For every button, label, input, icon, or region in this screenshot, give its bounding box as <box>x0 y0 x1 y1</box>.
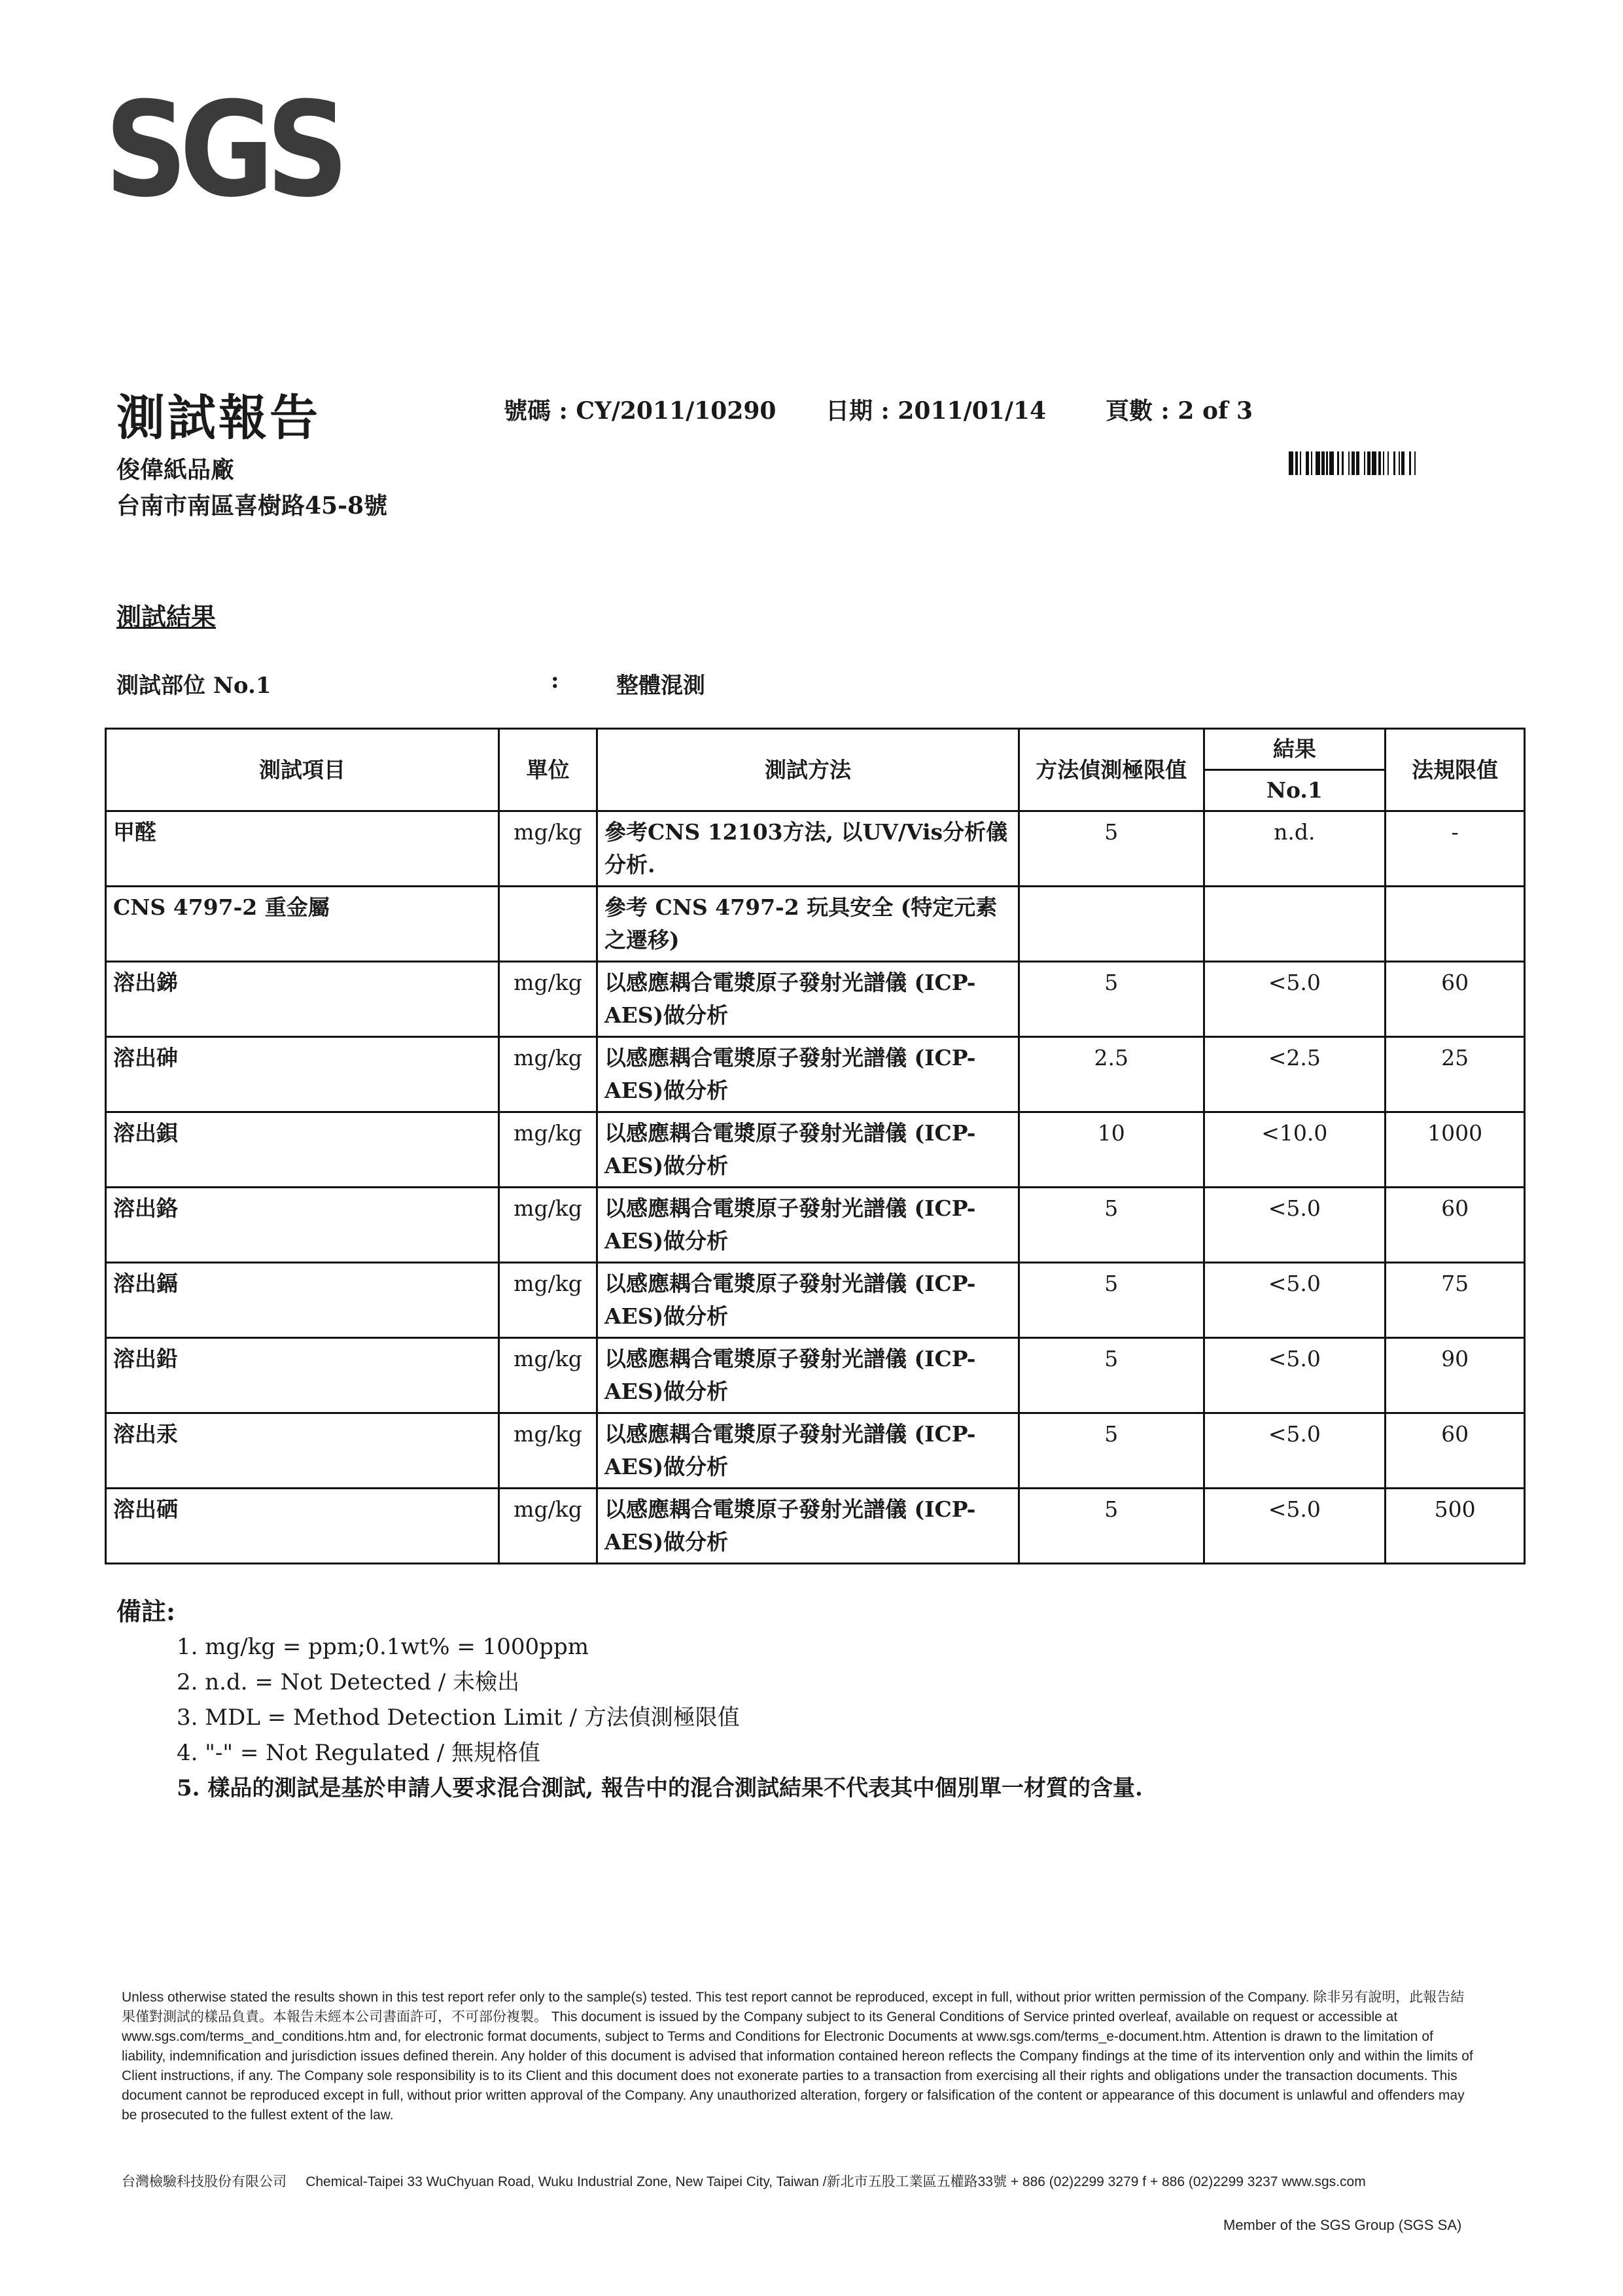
cell-result <box>1204 887 1386 962</box>
header-result: 結果 <box>1204 729 1386 770</box>
note-item: 5. 樣品的測試是基於申請人要求混合測試, 報告中的混合測試結果不代表其中個別單一材質的含量. <box>177 1775 1143 1801</box>
cell-result: n.d. <box>1204 811 1386 887</box>
note-item: 4. "-" = Not Regulated / 無規格值 <box>177 1740 540 1766</box>
barcode-bar <box>1344 451 1348 475</box>
notes-title: 備註: <box>116 1597 176 1626</box>
table-row <box>106 887 1525 962</box>
footer-address-line <box>122 2171 1366 2191</box>
report-page: 頁數 : 2 of 3 <box>1106 397 1253 425</box>
cell-method: 以感應耦合電漿原子發射光譜儀 (ICP-AES)做分析 <box>597 962 1019 1037</box>
cell-unit: mg/kg <box>499 1489 597 1564</box>
report-date-label: 日期 <box>826 397 873 425</box>
cell-mdl: 5 <box>1019 811 1204 887</box>
cell-mdl: 5 <box>1019 1263 1204 1338</box>
report-date: 日期 : 2011/01/14 <box>826 397 1047 425</box>
table-row <box>106 1413 1525 1489</box>
table-row <box>106 962 1525 1037</box>
barcode-bar <box>1389 451 1393 475</box>
cell-method: 參考 CNS 4797-2 玩具安全 (特定元素之遷移) <box>597 887 1019 962</box>
header-result-sub: No.1 <box>1204 770 1386 811</box>
cell-result: <5.0 <box>1204 1188 1386 1263</box>
cell-limit: 60 <box>1386 1188 1525 1263</box>
table-row <box>106 1112 1525 1188</box>
cell-limit: 500 <box>1386 1489 1525 1564</box>
footer-disclaimer: Unless otherwise stated the results shown in this test report refer only to the sample(s) tested. This test report cannot be reproduced, except in full, without prior written permission of the Company. 除非另有說明，此報告結果僅對測試的樣品負責。本報告未經本公司書面許可，不可部份複製。 This document is issued by the Company subject to its General Conditions of Service printed overleaf, available on request or accessible at www.sgs.com/terms_and_conditions.htm and, for electronic format documents, subject to Terms and Conditions for Electronic Documents at www.sgs.com/terms_e-document.htm. Attention is drawn to the limitation of liability, indemnification and jurisdiction issues defined therein. Any holder of this document is advised that information contained hereon reflects the Company findings at the time of its intervention only and within the limits of Client instructions, if any. The Company sole responsibility is to its Client and this document does not exonerate parties to a transaction from exercising all their rights and obligations under the transaction documents. This document cannot be reproduced except in full, without prior written approval of the Company. Any unauthorized alteration, forgery or falsification of the content or appearance of this document is unlawful and offenders may be prosecuted to the fullest extent of the law. <box>122 1990 1473 2123</box>
cell-method: 以感應耦合電漿原子發射光譜儀 (ICP-AES)做分析 <box>597 1263 1019 1338</box>
footer-address: Chemical-Taipei 33 WuChyuan Road, Wuku Industrial Zone, New Taipei City, Taiwan /新北市五股工業區五權路33號 + 886 (02)2299 3279 f + 886 (02)2299 3237 www.sgs.com <box>305 2174 1366 2189</box>
report-number: 號碼 : CY/2011/10290 <box>504 397 777 425</box>
sgs-logo: SGS <box>105 74 341 226</box>
barcode-bar <box>1372 451 1376 475</box>
cell-result: <5.0 <box>1204 962 1386 1037</box>
test-part-label: 測試部位 No.1 <box>116 673 271 699</box>
table-row <box>106 1263 1525 1338</box>
test-part-value: 整體混測 <box>616 673 705 699</box>
cell-limit: - <box>1386 811 1525 887</box>
cell-item: 溶出鋇 <box>106 1112 499 1188</box>
report-number-label: 號碼 <box>504 397 551 425</box>
report-number-value: CY/2011/10290 <box>576 397 777 425</box>
cell-limit: 75 <box>1386 1263 1525 1338</box>
cell-mdl: 5 <box>1019 1338 1204 1413</box>
cell-unit <box>499 887 597 962</box>
cell-mdl <box>1019 887 1204 962</box>
cell-item: 溶出汞 <box>106 1413 499 1489</box>
barcode-bar <box>1316 451 1320 475</box>
cell-limit <box>1386 887 1525 962</box>
cell-limit: 25 <box>1386 1037 1525 1112</box>
cell-item: 溶出鎘 <box>106 1263 499 1338</box>
cell-limit: 60 <box>1386 1413 1525 1489</box>
note-item: 1. mg/kg = ppm;0.1wt% = 1000ppm <box>177 1634 589 1660</box>
note-item: 3. MDL = Method Detection Limit / 方法偵測極限值 <box>177 1704 740 1731</box>
notes-list <box>177 1629 1143 1806</box>
cell-method: 以感應耦合電漿原子發射光譜儀 (ICP-AES)做分析 <box>597 1489 1019 1564</box>
header-item: 測試項目 <box>106 729 499 811</box>
cell-item: 溶出銻 <box>106 962 499 1037</box>
report-title: 測試報告 <box>116 390 321 446</box>
header-mdl: 方法偵測極限值 <box>1019 729 1204 811</box>
barcode-bar <box>1359 451 1364 475</box>
company-address: 台南市南區喜樹路45-8號 <box>116 492 388 520</box>
cell-item: 溶出硒 <box>106 1489 499 1564</box>
cell-unit: mg/kg <box>499 1112 597 1188</box>
barcode-bar <box>1289 451 1293 475</box>
cell-result: <2.5 <box>1204 1037 1386 1112</box>
cell-method: 參考CNS 12103方法, 以UV/Vis分析儀分析. <box>597 811 1019 887</box>
cell-method: 以感應耦合電漿原子發射光譜儀 (ICP-AES)做分析 <box>597 1112 1019 1188</box>
cell-method: 以感應耦合電漿原子發射光譜儀 (ICP-AES)做分析 <box>597 1413 1019 1489</box>
barcode <box>1289 451 1524 475</box>
cell-unit: mg/kg <box>499 1188 597 1263</box>
table-row <box>106 1188 1525 1263</box>
cell-unit: mg/kg <box>499 1037 597 1112</box>
report-date-value: 2011/01/14 <box>898 397 1047 425</box>
cell-item: 溶出鉻 <box>106 1188 499 1263</box>
note-item: 2. n.d. = Not Detected / 未檢出 <box>177 1669 520 1695</box>
barcode-bar <box>1405 451 1409 475</box>
cell-mdl: 2.5 <box>1019 1037 1204 1112</box>
test-part-sep: : <box>551 667 559 694</box>
report-page-value: 2 of 3 <box>1178 397 1253 425</box>
barcode-bar <box>1416 451 1417 475</box>
cell-unit: mg/kg <box>499 1338 597 1413</box>
table-row <box>106 1037 1525 1112</box>
table-row <box>106 1489 1525 1564</box>
footer-company-cn: 台灣檢驗科技股份有限公司 <box>122 2174 287 2189</box>
cell-mdl: 5 <box>1019 1413 1204 1489</box>
cell-result: <10.0 <box>1204 1112 1386 1188</box>
cell-unit: mg/kg <box>499 1413 597 1489</box>
cell-limit: 60 <box>1386 962 1525 1037</box>
cell-mdl: 10 <box>1019 1112 1204 1188</box>
table-row <box>106 1338 1525 1413</box>
cell-method: 以感應耦合電漿原子發射光譜儀 (ICP-AES)做分析 <box>597 1188 1019 1263</box>
cell-result: <5.0 <box>1204 1489 1386 1564</box>
barcode-bar <box>1301 451 1306 475</box>
cell-item: CNS 4797-2 重金屬 <box>106 887 499 962</box>
results-table <box>105 728 1526 1564</box>
cell-mdl: 5 <box>1019 962 1204 1037</box>
company-name: 俊偉紙品廠 <box>116 456 235 484</box>
barcode-bar <box>1329 451 1334 475</box>
table-row <box>106 811 1525 887</box>
cell-result: <5.0 <box>1204 1263 1386 1338</box>
cell-item: 甲醛 <box>106 811 499 887</box>
header-limit: 法規限值 <box>1386 729 1525 811</box>
cell-unit: mg/kg <box>499 962 597 1037</box>
cell-method: 以感應耦合電漿原子發射光譜儀 (ICP-AES)做分析 <box>597 1338 1019 1413</box>
cell-result: <5.0 <box>1204 1413 1386 1489</box>
cell-mdl: 5 <box>1019 1489 1204 1564</box>
cell-limit: 1000 <box>1386 1112 1525 1188</box>
report-page-label: 頁數 <box>1106 397 1153 425</box>
header-method: 測試方法 <box>597 729 1019 811</box>
cell-method: 以感應耦合電漿原子發射光譜儀 (ICP-AES)做分析 <box>597 1037 1019 1112</box>
cell-item: 溶出砷 <box>106 1037 499 1112</box>
cell-result: <5.0 <box>1204 1338 1386 1413</box>
cell-unit: mg/kg <box>499 811 597 887</box>
header-unit: 單位 <box>499 729 597 811</box>
section-title: 測試結果 <box>116 602 217 631</box>
cell-limit: 90 <box>1386 1338 1525 1413</box>
cell-unit: mg/kg <box>499 1263 597 1338</box>
footer-member: Member of the SGS Group (SGS SA) <box>1223 2217 1462 2233</box>
cell-mdl: 5 <box>1019 1188 1204 1263</box>
cell-item: 溶出鉛 <box>106 1338 499 1413</box>
